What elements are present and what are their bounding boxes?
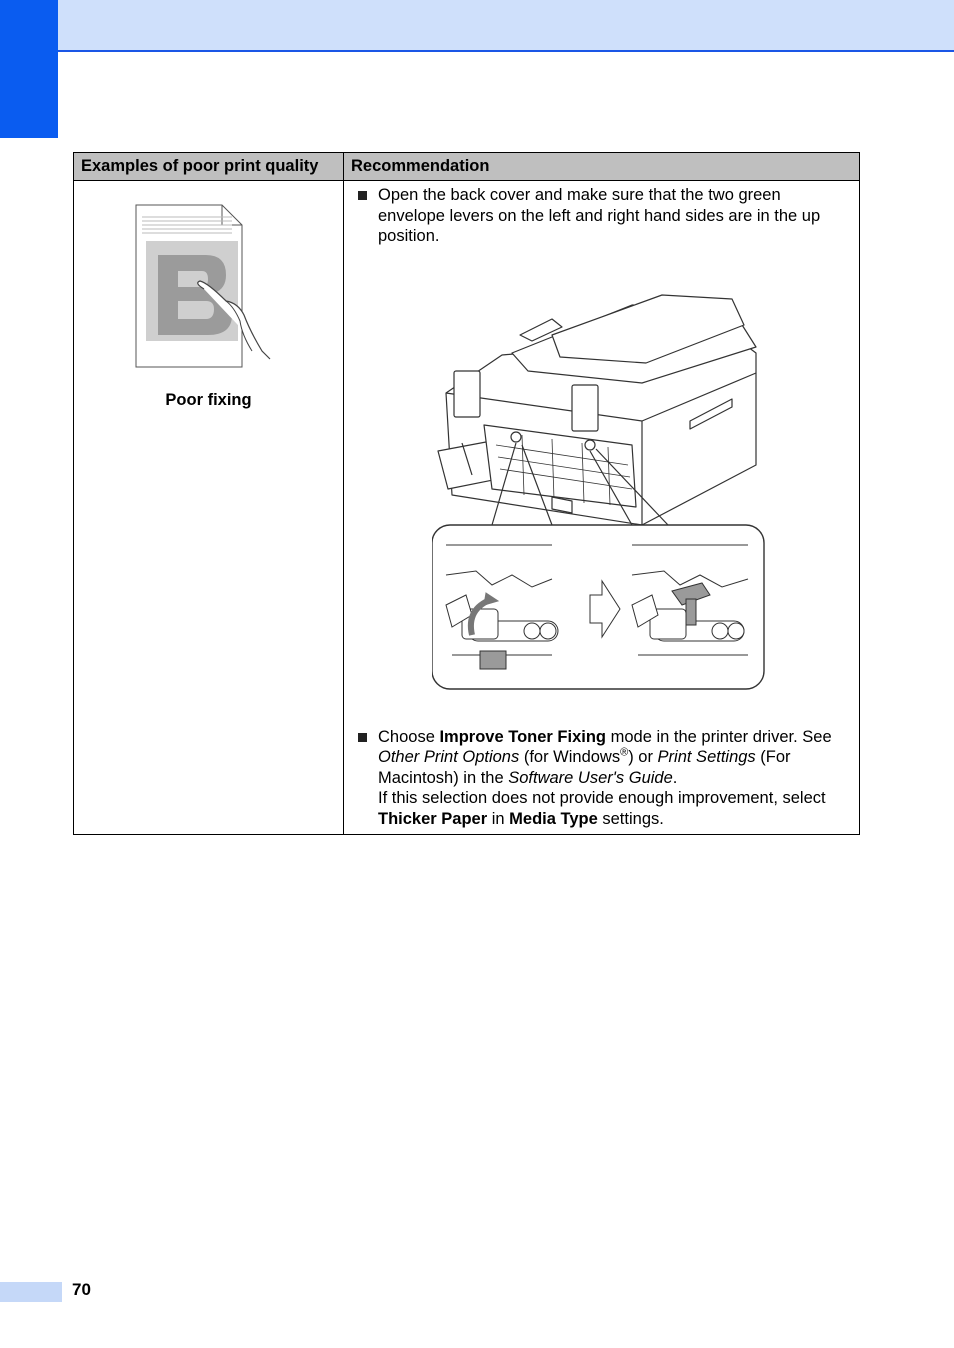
recommendation-text: Open the back cover and make sure that the two green envelope levers on the left and right hand sides are in the up position.	[378, 186, 821, 245]
page-number: 70	[72, 1280, 91, 1299]
recommendation-item	[358, 727, 847, 830]
printer-back-cover-illustration	[432, 275, 768, 705]
poor-fixing-sample-image	[134, 203, 282, 371]
example-cell	[74, 181, 344, 835]
recommendation-cell	[344, 181, 860, 835]
footer-band	[0, 1282, 62, 1302]
header-recommendation: Recommendation	[344, 153, 860, 181]
example-caption: Poor fixing	[165, 391, 252, 409]
print-quality-table	[73, 152, 860, 835]
recommendation-item	[358, 185, 847, 247]
recommendation-text: Choose Improve Toner Fixing mode in the printer driver. See Other Print Options (for Windows®) or Print Settings (For Macintosh) in the Software User's Guide. If this selection does not provide enough improvement, select Thicker Paper in Media Type settings.	[378, 727, 832, 828]
header-examples: Examples of poor print quality	[74, 153, 344, 181]
chapter-tab	[0, 0, 58, 138]
header-band	[0, 0, 954, 52]
square-bullet-icon	[358, 191, 367, 200]
square-bullet-icon	[358, 733, 367, 742]
table-header-row	[74, 153, 860, 181]
table-row	[74, 181, 860, 835]
